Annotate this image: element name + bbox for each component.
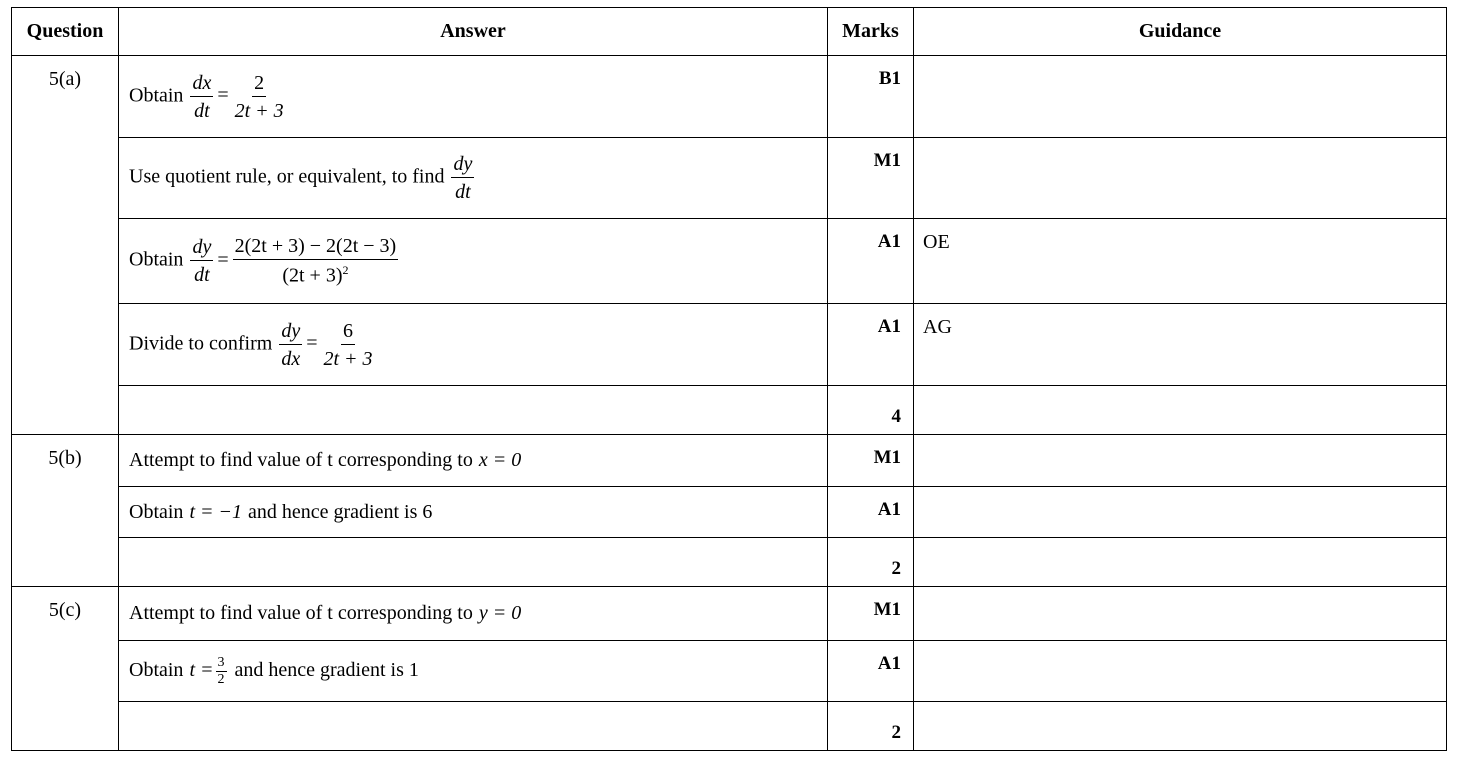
total-marks-5c: 2 [828,702,914,751]
table-row [12,56,1447,138]
math-expression: x = 0 [478,449,522,471]
fraction-denominator: dt [194,99,210,122]
guidance-5a-3: OE [914,219,1447,304]
table-row [12,641,1447,702]
header-answer: Answer [119,8,828,56]
equals-sign: = [217,248,229,271]
mark-5a-2: M1 [828,138,914,219]
fraction-numerator: dy [190,237,213,261]
table-row [12,386,1447,435]
answer-5c-2 [119,641,828,702]
question-label-5c: 5(c) [12,587,119,751]
fraction [279,321,302,369]
answer-text: Use quotient rule, or equivalent, to find [129,165,445,188]
fraction [190,237,213,285]
fraction [321,321,374,369]
table-row [12,538,1447,587]
guidance-5a-1 [914,56,1447,138]
answer-5a-4 [119,304,828,386]
mark-5a-1: B1 [828,56,914,138]
answer-5a-3 [119,219,828,304]
fraction-denominator [280,260,350,286]
answer-5a-total [119,386,828,435]
fraction-denominator: dx [281,347,301,370]
fraction [451,154,474,202]
table-row [12,138,1447,219]
guidance-5b-1 [914,435,1447,487]
fraction [190,73,213,121]
question-label-5b: 5(b) [12,435,119,587]
mark-5a-4: A1 [828,304,914,386]
table-row [12,702,1447,751]
denominator-base: (2t + 3) [282,264,343,287]
header-guidance: Guidance [914,8,1447,56]
fraction-numerator: dy [451,154,474,178]
header-row [12,8,1447,56]
fraction-denominator: 2t + 3 [323,347,373,370]
fraction-numerator: 2 [252,73,266,97]
table-row [12,304,1447,386]
fraction [216,656,227,687]
answer-5b-2 [119,487,828,538]
answer-text: Obtain [129,500,184,523]
guidance-5c-total [914,702,1447,751]
answer-text: and hence gradient is 6 [248,500,433,523]
fraction [233,236,399,286]
total-marks-5a: 4 [828,386,914,435]
answer-text: and hence gradient is 1 [234,658,419,681]
denominator-exponent: 2 [342,263,349,278]
fraction-denominator: dt [455,181,471,203]
table-row [12,587,1447,641]
fraction-numerator: 6 [341,321,355,345]
fraction-numerator: dy [279,321,302,345]
answer-text: Obtain [129,248,184,271]
answer-text: Divide to confirm [129,332,273,355]
answer-text: Attempt to find value of t corresponding to [129,602,473,624]
header-question: Question [12,8,119,56]
guidance-5c-1 [914,587,1447,641]
math-expression: t = [189,658,214,681]
fraction-numerator: 2(2t + 3) − 2(2t − 3) [233,236,399,260]
fraction-numerator: dx [190,73,213,97]
answer-5a-1 [119,56,828,138]
answer-text: Obtain [129,658,184,681]
table-row [12,219,1447,304]
mark-5b-2: A1 [828,487,914,538]
answer-5b-total [119,538,828,587]
answer-5a-2 [119,138,828,219]
guidance-5a-total [914,386,1447,435]
table-row [12,435,1447,487]
mark-5c-2: A1 [828,641,914,702]
math-expression: y = 0 [478,602,522,624]
mark-5a-3: A1 [828,219,914,304]
fraction-denominator: 2 [217,671,225,687]
table-row [12,487,1447,538]
guidance-5a-4: AG [914,304,1447,386]
question-label-5a: 5(a) [12,56,119,435]
answer-5c-total [119,702,828,751]
fraction [233,73,286,121]
answer-text: Attempt to find value of t corresponding to [129,449,473,471]
equals-sign: = [306,332,318,355]
total-marks-5b: 2 [828,538,914,587]
fraction-denominator: dt [194,264,210,286]
guidance-5b-total [914,538,1447,587]
guidance-5c-2 [914,641,1447,702]
answer-5b-1 [119,435,828,487]
header-marks: Marks [828,8,914,56]
fraction-denominator: 2t + 3 [234,99,284,122]
mark-scheme-table [11,7,1447,751]
answer-text: Obtain [129,84,184,107]
mark-5b-1: M1 [828,435,914,487]
fraction-numerator: 3 [217,654,225,670]
answer-5c-1 [119,587,828,641]
equals-sign: = [217,84,229,107]
math-expression: t = −1 [189,500,242,523]
guidance-5b-2 [914,487,1447,538]
guidance-5a-2 [914,138,1447,219]
mark-5c-1: M1 [828,587,914,641]
